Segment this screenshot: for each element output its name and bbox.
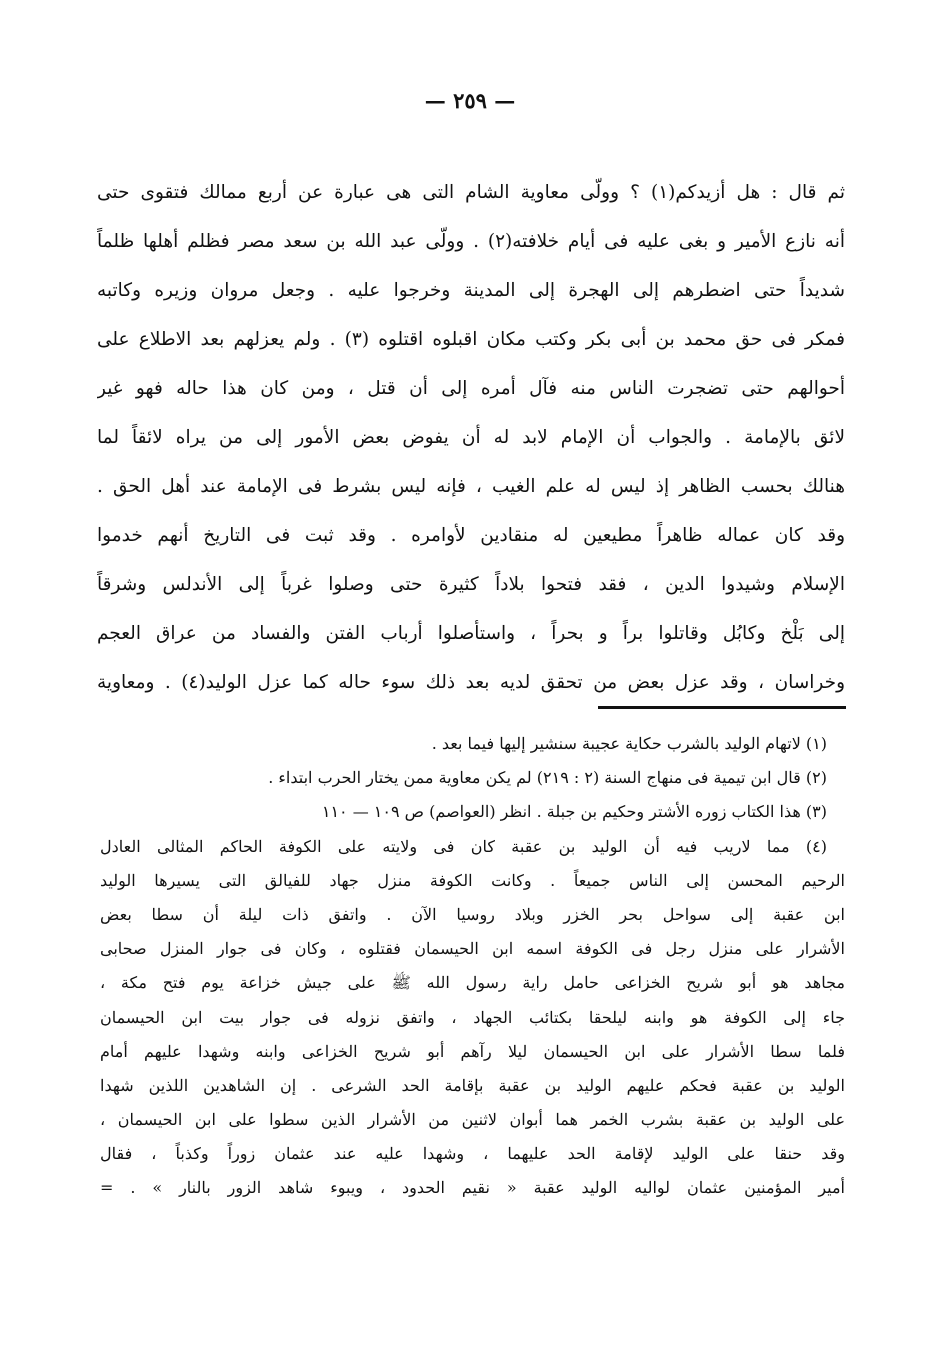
text-line: أنه نازع الأمير و بغى عليه فى أيام خلافته(٢) . وولّى عبد الله بن سعد مصر فظلم أهلها ظلماً: [97, 231, 845, 252]
footnote-4-line: الرحيم المحسن إلى الناس جميعاً . وكانت الكوفة منزل جهاد للفيالق التى يسيرها الوليد: [100, 870, 845, 890]
text-line: هنالك بحسب الظاهر إذ ليس له علم الغيب ، فإنه ليس بشرط فى الإمامة عند أهل الحق .: [97, 476, 845, 497]
text-line: فمكر فى حق محمد بن أبى بكر وكتب مكان اقبلوه اقتلوه (٣) . ولم يعزلهم بعد الاطلاع على: [97, 329, 845, 350]
footnote-1: (١) لاتهام الوليد بالشرب حكاية عجيبة سنشير إليها فيما بعد .: [431, 734, 827, 753]
text-line: وقد كان عماله ظاهراً مطيعين له منقادين لأوامره . وقد ثبت فى التاريخ أنهم خدموا: [97, 525, 845, 546]
text-line: شديداً حتى اضطرهم إلى الهجرة إلى المدينة وخرجوا عليه . وجعل مروان وزيره وكاتبه: [97, 280, 845, 301]
footnote-4-line: الأشرار على منزل رجل فى الكوفة اسمه ابن الحيسمان فقتلوه ، وكان فى جوار المنزل صحابى: [100, 939, 845, 959]
footnote-divider: [598, 706, 846, 709]
text-line: لائق بالإمامة . والجواب أن الإمام لابد له أن يفوض بعض الأمور إلى من يراه لائقاً لما: [97, 427, 845, 448]
footnote-4: (٤) مما لاريب فيه أن الوليد بن عقبة كان فى ولايته على الكوفة الحاكم المثالى العادل: [100, 836, 827, 856]
footnote-4-line: مجاهد هو أبو شريح الخزاعى حامل راية رسول الله ﷺ على جيش خزاعة يوم فتح مكة ،: [100, 973, 845, 993]
footnote-4-line: على الوليد بن عقبة بشرب الخمر هما أبوان لاثنين من الأشرار الذين سطوا على ابن الحيسمان ،: [100, 1110, 845, 1130]
footnote-4-line: وقد حنقا على الوليد لإقامة الحد عليهما ، وشهدا عليه عند عثمان زوراً وكذباً ، فقال: [100, 1144, 845, 1164]
footnote-4-line: الوليد بن عقبة فحكم عليهم الوليد بن عقبة بإقامة الحد الشرعى . إن الشاهدين اللذين شهدا: [100, 1075, 845, 1095]
footnote-4-line: فلما سطا الأشرار على ابن الحيسمان ليلا رآهم أبو شريح الخزاعى وابنه وشهدا عليهم أمام: [100, 1041, 845, 1061]
footnote-4-line: ابن عقبة إلى سواحل بحر الخزر وبلاد روسيا الآن . واتفق ذات ليلة أن سطا بعض: [100, 904, 845, 924]
text-line: وخراسان ، وقد عزل بعض من تحقق لديه بعد ذلك سوء حاله كما عزل الوليد(٤) . ومعاوية: [97, 672, 845, 693]
footnote-3: (٣) هذا الكتاب زوره الأشتر وحكيم بن جبلة . انظر (العواصم) ص ١٠٩ — ١١٠: [321, 802, 827, 822]
footnote-4-line: أمير المؤمنين عثمان لواليه الوليد عقبة « نقيم الحدود ، ويبوء شاهد الزور بالنار » . =: [100, 1178, 845, 1198]
text-line: ثم قال : هل أزيدكم(١) ؟ وولّى معاوية الشام التى هى عبارة عن أربع ممالك فتقوى حتى: [97, 182, 845, 203]
text-line: إلى بَلْخ وكابُل وقاتلوا براً و بحراً ، واستأصلوا أرباب الفتن والفساد من عراق العجم: [97, 623, 845, 644]
page-number: — ٢٥٩ —: [424, 88, 516, 113]
footnote-2: (٢) قال ابن تيمية فى منهاج السنة (٢ : ٢١٩) لم يكن معاوية ممن يختار الحرب ابتداء .: [268, 768, 827, 788]
footnotes: [100, 727, 845, 1206]
footnote-4-line: جاء إلى الكوفة هو وابنه ليلحقا بكتائب الجهاد ، واتفق نزوله فى جوار بيت ابن الحيسمان: [100, 1007, 845, 1027]
main-text: [97, 168, 845, 707]
text-line: أحوالهم حتى تضجرت الناس منه فآل أمره إلى أن قتل ، ومن كان هذا حاله فهو غير: [97, 378, 845, 399]
text-line: الإسلام وشيدوا الدين ، فقد فتحوا بلاداً كثيرة حتى وصلوا غرباً إلى الأندلس وشرقاً: [97, 574, 845, 595]
